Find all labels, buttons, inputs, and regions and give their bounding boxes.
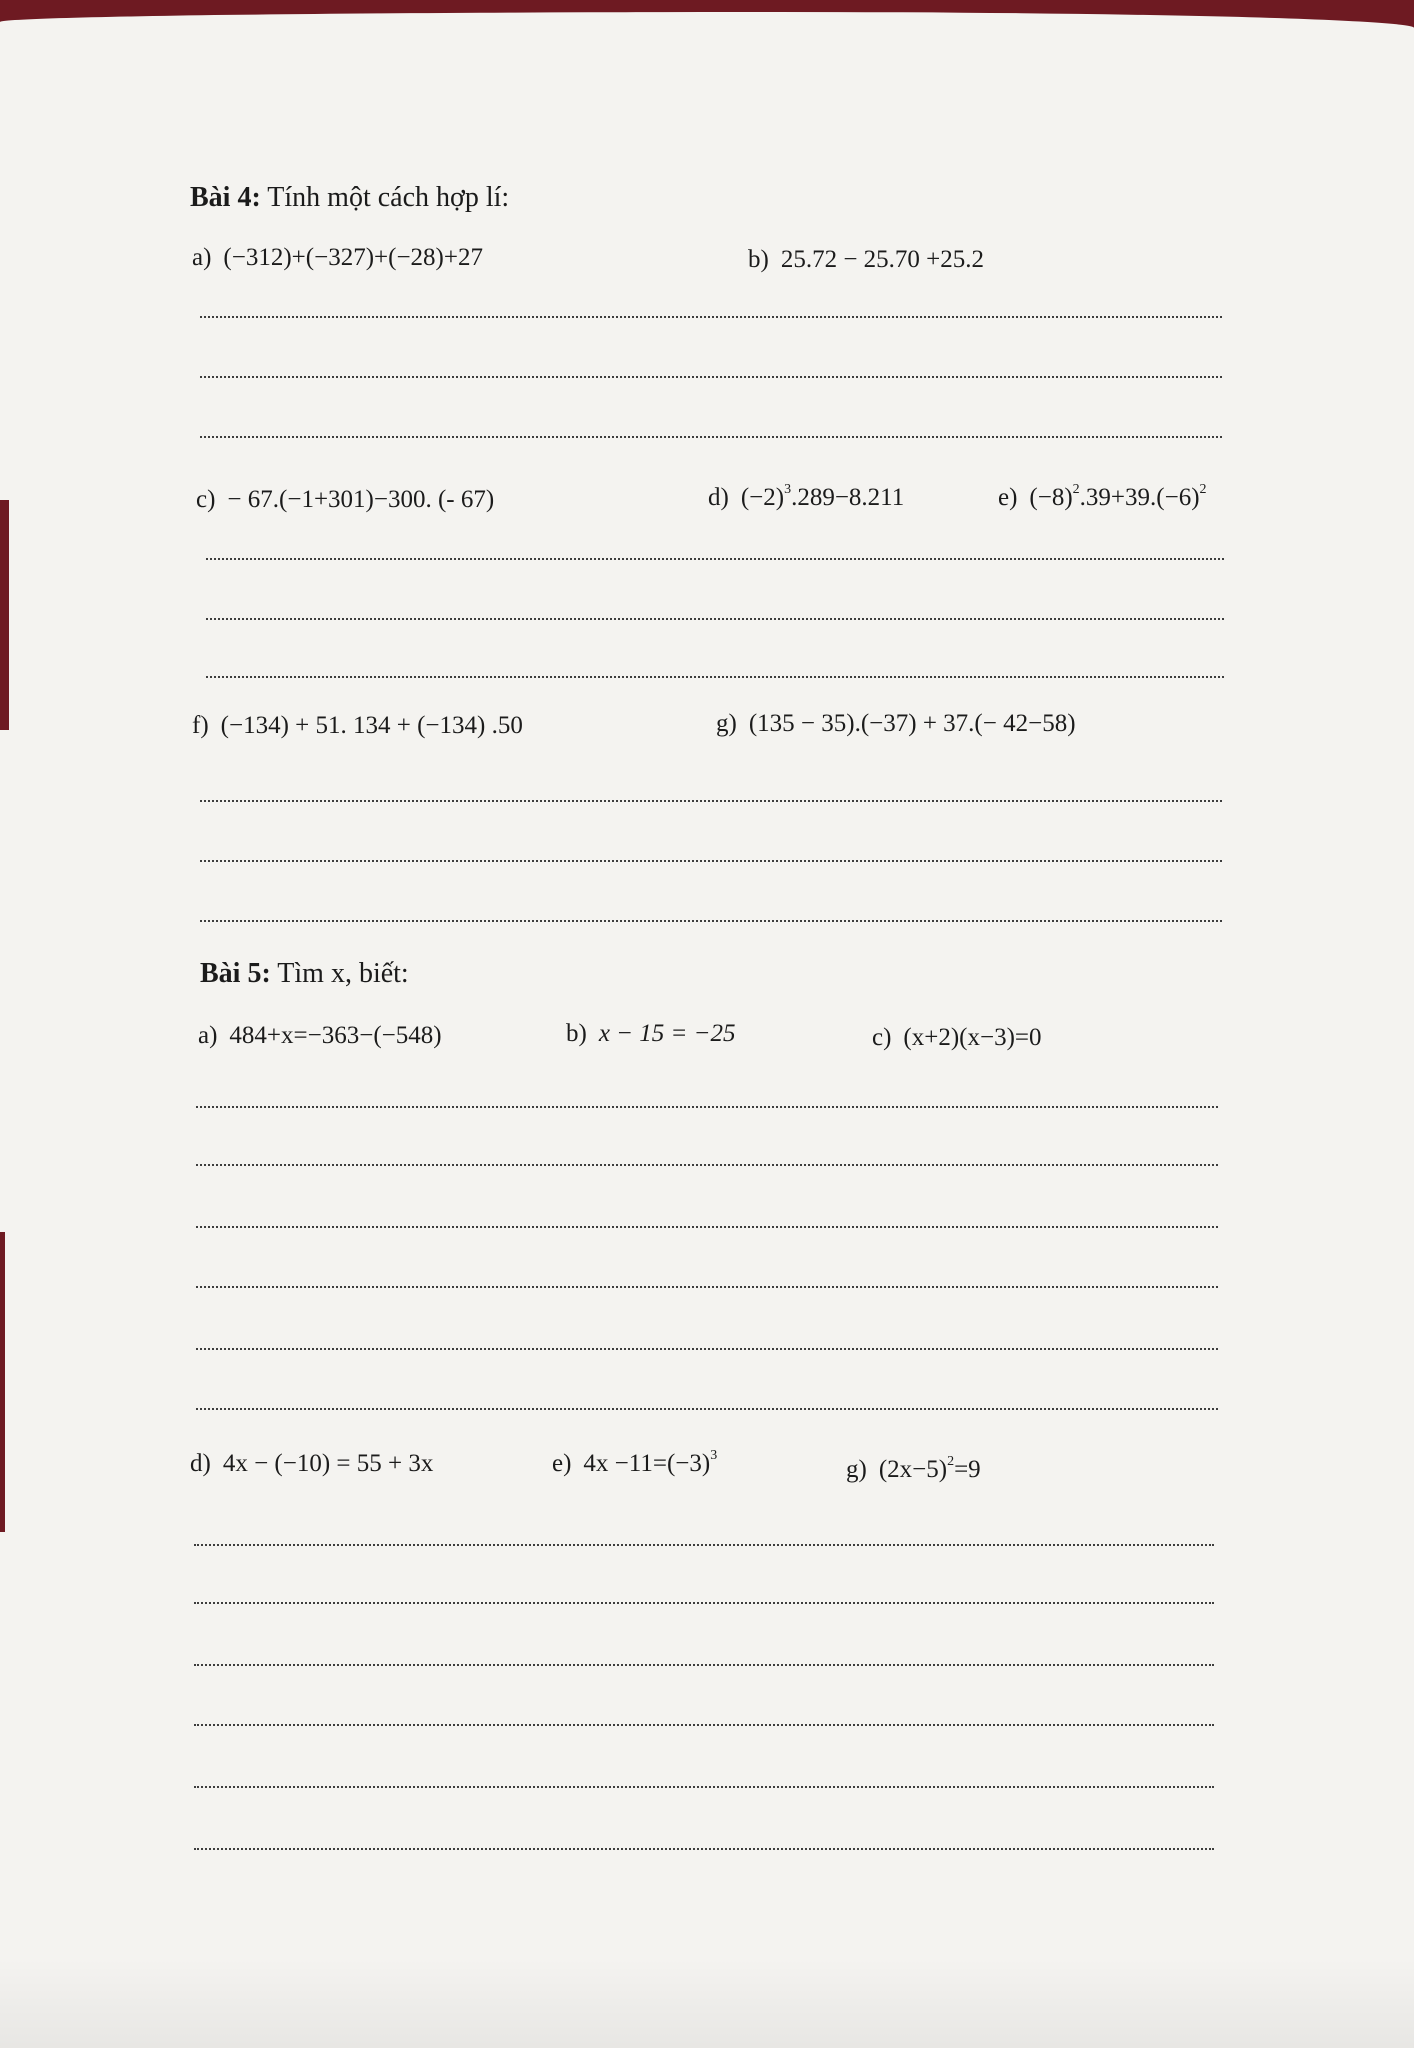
- background-edge: [0, 500, 9, 730]
- exercise-expression-rest: .289−8.211: [791, 484, 905, 511]
- page-shadow: [0, 1958, 1414, 2048]
- answer-line: [194, 1848, 1214, 1850]
- exercise-expression: x − 15 = −25: [598, 1020, 736, 1047]
- exercise-4e: [998, 482, 1207, 514]
- exercise-label: f): [192, 712, 209, 739]
- exercise-expression: (−2): [740, 484, 785, 511]
- bai5-heading: [200, 958, 409, 990]
- exercise-5a: [198, 1020, 442, 1052]
- exercise-5c: [872, 1022, 1042, 1054]
- answer-line: [194, 1602, 1214, 1604]
- answer-line: [200, 316, 1222, 318]
- exercise-label: d): [708, 484, 729, 511]
- answer-line: [200, 860, 1222, 862]
- answer-line: [200, 920, 1222, 922]
- exercise-expression: (2x−5): [878, 1456, 948, 1483]
- exercise-4b: [748, 244, 984, 276]
- answer-line: [206, 676, 1224, 678]
- answer-line: [196, 1106, 1218, 1108]
- answer-line: [194, 1544, 1214, 1546]
- exercise-expression: (−312)+(−327)+(−28)+27: [223, 244, 483, 271]
- exercise-4a: [192, 242, 483, 274]
- exercise-5g: [846, 1454, 981, 1486]
- answer-line: [196, 1226, 1218, 1228]
- exercise-expression: (−8): [1029, 484, 1073, 511]
- exercise-label: a): [192, 244, 212, 271]
- answer-line: [196, 1348, 1218, 1350]
- exercise-4f: [192, 710, 523, 742]
- exponent: 2: [1072, 482, 1080, 497]
- exercise-5e: [552, 1448, 717, 1480]
- exercise-label: g): [846, 1456, 867, 1483]
- exercise-expression: (135 − 35).(−37) + 37.(− 42−58): [748, 710, 1076, 737]
- exercise-label: g): [716, 710, 737, 737]
- answer-line: [194, 1724, 1214, 1726]
- exercise-label: c): [872, 1024, 892, 1051]
- exercise-label: d): [190, 1450, 211, 1477]
- answer-line: [200, 436, 1222, 438]
- exercise-label: b): [748, 246, 769, 273]
- answer-line: [196, 1164, 1218, 1166]
- answer-line: [196, 1286, 1218, 1288]
- answer-line: [206, 618, 1224, 620]
- bai5-number: Bài 5:: [200, 958, 271, 989]
- exponent: 3: [710, 1448, 718, 1463]
- exercise-label: e): [552, 1450, 572, 1477]
- exercise-5d: [190, 1448, 433, 1480]
- exercise-label: a): [198, 1022, 218, 1049]
- exercise-label: b): [566, 1020, 587, 1047]
- exercise-4c: [196, 484, 494, 516]
- exercise-expression: 484+x=−363−(−548): [229, 1022, 442, 1049]
- exercise-expression: 4x −11=(−3): [583, 1450, 711, 1477]
- exercise-4d: [708, 482, 904, 514]
- exercise-expression: − 67.(−1+301)−300. (- 67): [227, 486, 495, 513]
- answer-line: [194, 1664, 1214, 1666]
- exercise-label: c): [196, 486, 216, 513]
- exponent: 2: [947, 1454, 955, 1469]
- exponent: 2: [1199, 482, 1207, 497]
- exercise-expression: 4x − (−10) = 55 + 3x: [222, 1450, 434, 1477]
- exercise-expression: (−134) + 51. 134 + (−134) .50: [220, 712, 523, 739]
- answer-line: [200, 800, 1222, 802]
- answer-line: [200, 376, 1222, 378]
- answer-line: [196, 1408, 1218, 1410]
- bai4-heading: [190, 182, 509, 214]
- bai4-number: Bài 4:: [190, 182, 261, 213]
- exponent: 3: [784, 482, 792, 497]
- exercise-expression-rest: .39+39.(−6): [1079, 484, 1200, 511]
- exercise-expression: (x+2)(x−3)=0: [903, 1024, 1042, 1051]
- answer-line: [194, 1786, 1214, 1788]
- exercise-label: e): [998, 484, 1018, 511]
- background-edge: [0, 1232, 5, 1532]
- bai5-instruction: Tìm x, biết:: [277, 958, 409, 989]
- bai4-instruction: Tính một cách hợp lí:: [267, 182, 510, 213]
- answer-line: [206, 558, 1224, 560]
- exercise-4g: [716, 708, 1076, 740]
- exercise-expression: 25.72 − 25.70 +25.2: [780, 246, 985, 273]
- exercise-expression-rest: =9: [954, 1456, 981, 1483]
- exercise-5b: [566, 1018, 736, 1050]
